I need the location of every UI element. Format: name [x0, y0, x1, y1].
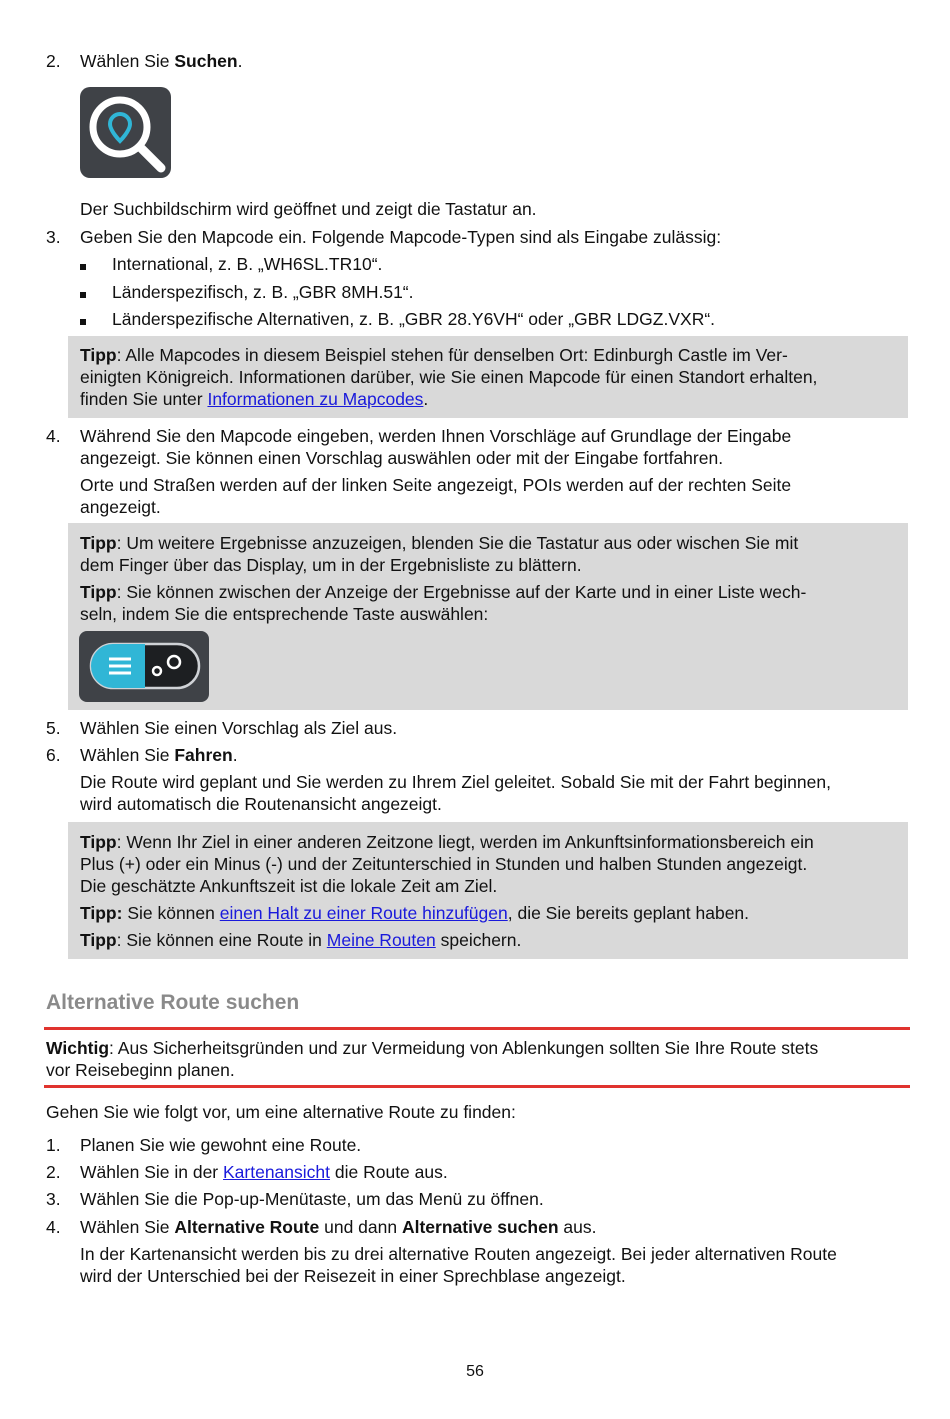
list-map-toggle-icon	[79, 631, 209, 702]
step-text: wird automatisch die Routenansicht angezeigt.	[80, 794, 442, 814]
step-number: 3.	[46, 227, 61, 247]
link-my-routes[interactable]: Meine Routen	[326, 930, 436, 950]
step-number: 1.	[46, 1135, 61, 1155]
step-text: Wählen Sie einen Vorschlag als Ziel aus.	[80, 718, 398, 738]
step-number: 2.	[46, 51, 61, 71]
important-text: vor Reisebeginn planen.	[46, 1060, 235, 1080]
bullet-marker	[80, 281, 86, 303]
page-number: 56	[466, 1363, 484, 1380]
tip-box	[68, 336, 908, 418]
tip-text: finden Sie unter Informationen zu Mapcodes.	[80, 389, 429, 409]
bullet-marker	[80, 308, 86, 330]
tip-text: einigten Königreich. Informationen darüber, wie Sie einen Mapcode für einen Standort erhalten,	[80, 367, 818, 387]
step-text: Wählen Sie Alternative Route und dann Alternative suchen aus.	[80, 1217, 597, 1237]
important-text: Wichtig: Aus Sicherheitsgründen und zur Vermeidung von Ablenkungen sollten Sie Ihre Route stets	[46, 1038, 819, 1058]
step-number: 4.	[46, 426, 61, 446]
tip-text: Tipp: Wenn Ihr Ziel in einer anderen Zeitzone liegt, werden im Ankunftsinformationsbereich ein	[80, 832, 814, 852]
step-text: In der Kartenansicht werden bis zu drei alternative Routen angezeigt. Bei jeder alternativen Route	[80, 1244, 837, 1264]
step-text: wird der Unterschied bei der Reisezeit in einer Sprechblase angezeigt.	[80, 1266, 626, 1286]
list-item: International, z. B. „WH6SL.TR10“.	[112, 254, 383, 274]
tip-text: Tipp: Sie können eine Route in Meine Routen speichern.	[80, 930, 522, 950]
link-mapcodes[interactable]: Informationen zu Mapcodes	[207, 389, 424, 409]
step-number: 3.	[46, 1189, 61, 1209]
section-title: Alternative Route suchen	[46, 991, 300, 1014]
step-text: Geben Sie den Mapcode ein. Folgende Mapcode-Typen sind als Eingabe zulässig:	[80, 227, 722, 247]
step-number: 2.	[46, 1162, 61, 1182]
tip-box	[68, 822, 908, 959]
step-text: Planen Sie wie gewohnt eine Route.	[80, 1135, 362, 1155]
step-number: 6.	[46, 745, 61, 765]
tip-text: Tipp: Um weitere Ergebnisse anzuzeigen, blenden Sie die Tastatur aus oder wischen Sie mit	[80, 533, 799, 553]
step-text: Wählen Sie Suchen.	[80, 51, 243, 71]
tip-text: Tipp: Sie können zwischen der Anzeige der Ergebnisse auf der Karte und in einer Liste wech-	[80, 582, 807, 602]
tip-text: seln, indem Sie die entsprechende Taste auswählen:	[80, 604, 489, 624]
step-text: Während Sie den Mapcode eingeben, werden Ihnen Vorschläge auf Grundlage der Eingabe	[80, 426, 792, 446]
step-text: Wählen Sie Fahren.	[80, 745, 238, 765]
list-item: Länderspezifisch, z. B. „GBR 8MH.51“.	[112, 282, 414, 302]
step-text: Die Route wird geplant und Sie werden zu Ihrem Ziel geleitet. Sobald Sie mit der Fahrt beginnen,	[80, 772, 831, 792]
step-text: Wählen Sie in der Kartenansicht die Route aus.	[80, 1162, 448, 1182]
bullet-marker	[80, 253, 86, 275]
step-text: angezeigt.	[80, 497, 161, 517]
step-text: angezeigt. Sie können einen Vorschlag auswählen oder mit der Eingabe fortfahren.	[80, 448, 724, 468]
step-number: 5.	[46, 718, 61, 738]
divider	[44, 1085, 910, 1088]
step-number: 4.	[46, 1217, 61, 1237]
tip-text: Tipp: Sie können einen Halt zu einer Route hinzufügen, die Sie bereits geplant haben.	[80, 903, 750, 923]
tip-text: Plus (+) oder ein Minus (-) und der Zeitunterschied in Stunden und halben Stunden angezeigt.	[80, 854, 808, 874]
divider	[44, 1027, 910, 1030]
tip-text: dem Finger über das Display, um in der Ergebnisliste zu blättern.	[80, 555, 582, 575]
intro-text: Gehen Sie wie folgt vor, um eine alternative Route zu finden:	[46, 1102, 516, 1122]
link-map-view[interactable]: Kartenansicht	[223, 1162, 331, 1182]
tip-box	[68, 523, 908, 710]
list-item: Länderspezifische Alternativen, z. B. „GBR 28.Y6VH“ oder „GBR LDGZ.VXR“.	[112, 309, 716, 329]
tip-text: Die geschätzte Ankunftszeit ist die lokale Zeit am Ziel.	[80, 876, 498, 896]
step-text: Orte und Straßen werden auf der linken Seite angezeigt, POIs werden auf der rechten Seite	[80, 475, 792, 495]
search-icon	[80, 87, 171, 178]
step-text: Wählen Sie die Pop-up-Menütaste, um das Menü zu öffnen.	[80, 1189, 544, 1209]
note-text: Der Suchbildschirm wird geöffnet und zeigt die Tastatur an.	[80, 199, 537, 219]
tip-text: Tipp: Alle Mapcodes in diesem Beispiel stehen für denselben Ort: Edinburgh Castle im Ver-	[80, 345, 788, 365]
link-add-stop[interactable]: einen Halt zu einer Route hinzufügen	[219, 903, 508, 923]
